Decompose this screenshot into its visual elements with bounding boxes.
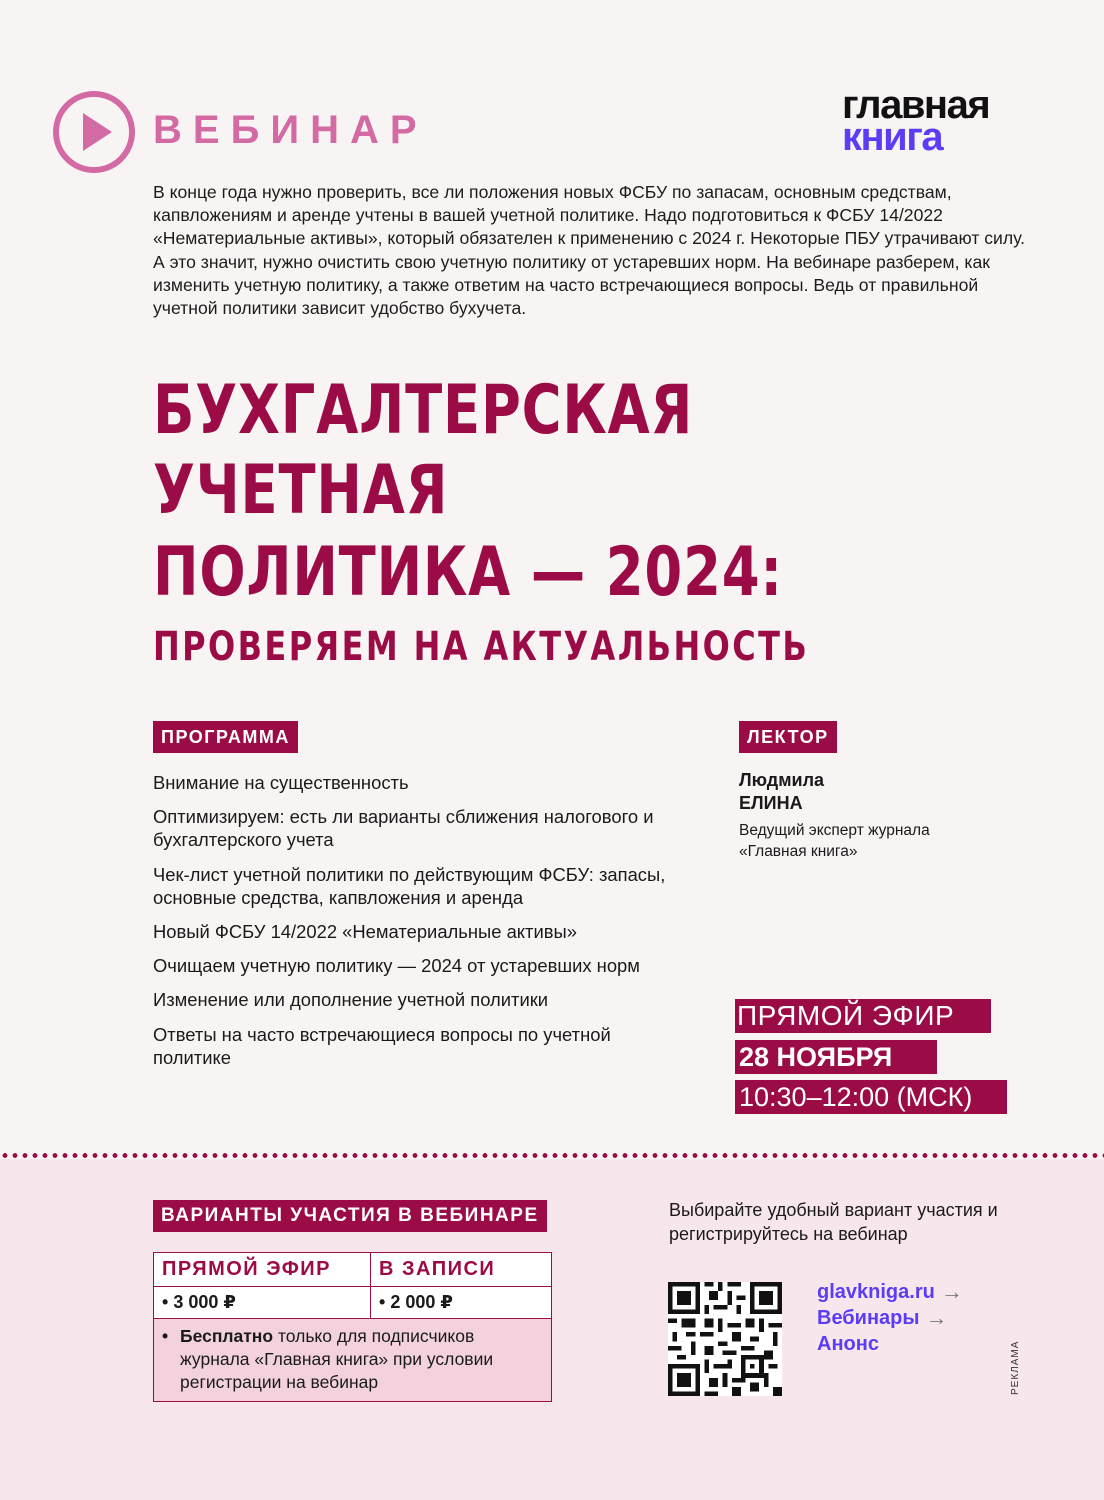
lecturer-description: Ведущий эксперт журнала «Главная книга» — [739, 822, 930, 860]
program-item: Новый ФСБУ 14/2022 «Нематериальные активы» — [153, 921, 577, 943]
intro-text: В конце года нужно проверить, все ли положения новых ФСБУ по запасам, основным средствам, капвложениям и аренде учтены в вашей учетной политике. Надо подготовиться к ФСБУ 14/2022 «Нематериальные активы», который обязателен к применению с 2024 г. Некоторые ПБУ утрачивают силу. А это значит, нужно очистить свою учетную политику от устаревших норм. На вебинаре разберем, как изменить учетную политику, а также ответим на часто встречающиеся вопросы. Ведь от правильной учетной политики зависит удобство бухучета. — [153, 182, 1026, 319]
lecturer-first-name: Людмила — [739, 770, 825, 790]
link-webinars[interactable]: Вебинары → — [817, 1305, 948, 1330]
lecturer-last-name: ЕЛИНА — [739, 793, 803, 813]
ad-label: РЕКЛАМА — [1010, 1340, 1021, 1395]
registration-text: Выбирайте удобный вариант участия и регистрируйтесь на вебинар — [669, 1200, 998, 1244]
options-table — [153, 1252, 552, 1402]
program-item: Очищаем учетную политику — 2024 от устаревших норм — [153, 955, 640, 977]
program-item: Оптимизируем: есть ли варианты сближения налогового и бухгалтерского учета — [153, 806, 654, 851]
lecturer-label: ЛЕКТОР — [739, 721, 837, 753]
program-item: Чек-лист учетной политики по действующим ФСБУ: запасы, основные средства, капвложения и аренда — [153, 863, 666, 908]
free-option: • Бесплатно только для подписчиков журнала «Главная книга» при условии регистрации на вебинар — [154, 1319, 552, 1402]
logo-line1: главная — [842, 83, 990, 127]
price-record: • 2 000 ₽ — [371, 1287, 552, 1319]
title-line-1: БУХГАЛТЕРСКАЯ — [153, 371, 694, 450]
link-site[interactable]: glavkniga.ru → — [817, 1279, 963, 1304]
lecturer-name — [739, 769, 824, 815]
live-time: 10:30–12:00 (МСК) — [735, 1080, 1007, 1114]
subtitle: ПРОВЕРЯЕМ НА АКТУАЛЬНОСТЬ — [153, 624, 810, 670]
col-live-header: ПРЯМОЙ ЭФИР — [154, 1253, 371, 1287]
live-label: ПРЯМОЙ ЭФИР — [735, 999, 991, 1033]
logo-line2: книга — [842, 115, 943, 159]
dotted-separator — [0, 1152, 1104, 1159]
arrow-right-icon: → — [925, 1305, 948, 1330]
logo[interactable] — [842, 83, 1022, 159]
program-item: Изменение или дополнение учетной политики — [153, 989, 549, 1011]
price-live: • 3 000 ₽ — [154, 1287, 371, 1319]
title-line-2: УЧЕТНАЯ — [153, 451, 449, 530]
registration-links — [817, 1279, 963, 1357]
live-date: 28 НОЯБРЯ — [735, 1040, 937, 1074]
arrow-right-icon: → — [940, 1279, 963, 1304]
link-announce[interactable]: Анонс — [817, 1333, 879, 1355]
webinar-label: ВЕБИНАР — [153, 108, 428, 152]
program-item: Ответы на часто встречающиеся вопросы по учетной политике — [153, 1023, 611, 1068]
options-label: ВАРИАНТЫ УЧАСТИЯ В ВЕБИНАРЕ — [153, 1200, 547, 1232]
program-label: ПРОГРАММА — [153, 721, 298, 753]
col-record-header: В ЗАПИСИ — [371, 1253, 552, 1287]
play-icon — [52, 90, 136, 174]
title-line-3: ПОЛИТИКА — 2024: — [153, 533, 783, 612]
qr-code-icon[interactable] — [668, 1282, 782, 1396]
program-item: Внимание на существенность — [153, 772, 409, 793]
program-list — [153, 771, 673, 1080]
